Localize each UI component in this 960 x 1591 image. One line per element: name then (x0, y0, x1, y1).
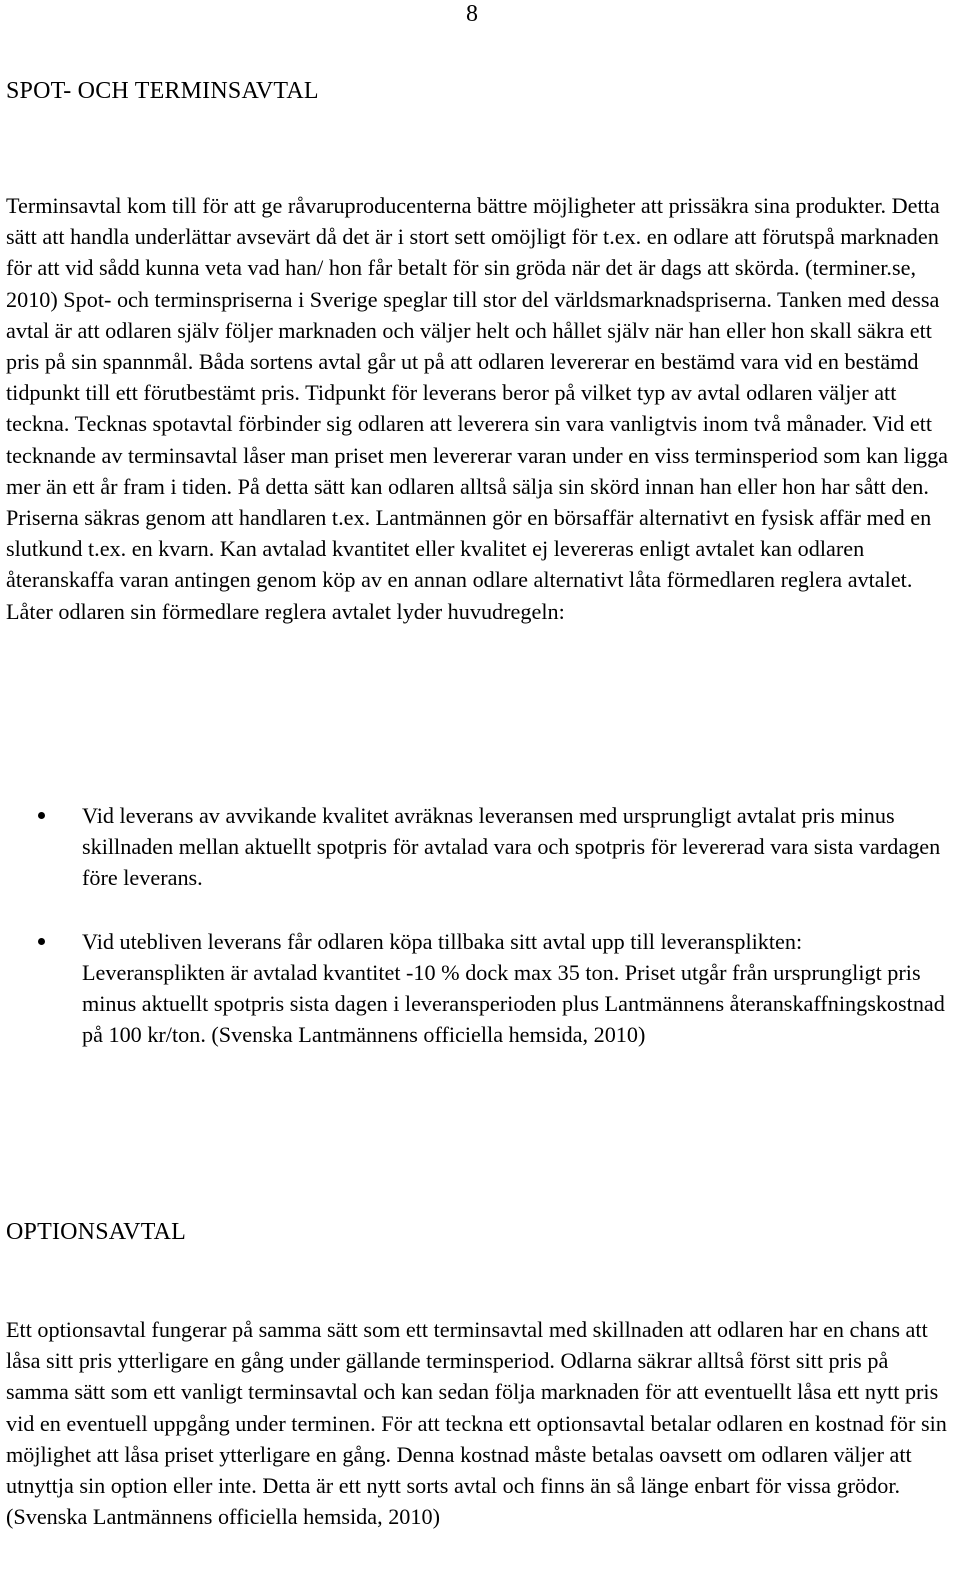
list-item (0, 800, 950, 894)
section-paragraph-spot-terminsavtal: Terminsavtal kom till för att ge råvaruproducenterna bättre möjligheter att prissäkra sina produkter. Detta sätt att handla underlättar avsevärt då det är i stort sett omöjligt för t.ex. en odlare att förutspå marknaden för att vid sådd kunna veta vad han/ hon får betalt för sin gröda när det är dags att skörda. (terminer.se, 2010) Spot- och terminspriserna i Sverige speglar till stor del världsmarknadspriserna. Tanken med dessa avtal är att odlaren själv följer marknaden och väljer helt och hållet själv när han eller hon skall säkra ett pris på sin spannmål. Båda sortens avtal går ut på att odlaren levererar en bestämd vara vid en bestämd tidpunkt till ett förutbestämt pris. Tidpunkt för leverans beror på vilket typ av avtal odlaren väljer att teckna. Tecknas spotavtal förbinder sig odlaren att leverera sin vara vanligtvis inom två månader. Vid ett tecknande av terminsavtal låser man priset men levererar varan under en viss terminsperiod som kan ligga mer än ett år fram i tiden. På detta sätt kan odlaren alltså sälja sin skörd innan han eller hon har sått den. Priserna säkras genom att handlaren t.ex. Lantmännen gör en börsaffär alternativt en fysisk affär med en slutkund t.ex. en kvarn. Kan avtalad kvantitet eller kvalitet ej levereras enligt avtalet kan odlaren återanskaffa varan antingen genom köp av en annan odlare alternativt låta förmedlaren reglera avtalet. Låter odlaren sin förmedlare reglera avtalet lyder huvudregeln: (6, 193, 949, 624)
section-paragraph-optionsavtal: Ett optionsavtal fungerar på samma sätt som ett terminsavtal med skillnaden att odlaren har en chans att låsa sitt pris ytterligare en gång under gällande terminsperiod. Odlarna säkrar alltså först sitt pris på samma sätt som ett vanligt terminsavtal och kan sedan följa marknaden för att eventuellt låsa ett nytt pris vid en eventuell uppgång under terminen. För att teckna ett optionsavtal betalar odlaren en kostnad för sin möjlighet att låsa priset ytterligare en gång. Denna kostnad måste betalas oavsett om odlaren väljer att utnyttja sin option eller inte. Detta är ett nytt sorts avtal och finns än så länge enbart för vissa grödor. (Svenska Lantmännens officiella hemsida, 2010) (6, 1317, 947, 1530)
bullet-icon (38, 938, 45, 945)
section-heading-spot-terminsavtal: SPOT- OCH TERMINSAVTAL (6, 78, 319, 104)
bullet-icon (38, 812, 45, 819)
page-number: 8 (466, 1, 478, 27)
list-item-text: Vid leverans av avvikande kvalitet avräknas leveransen med ursprungligt avtalat pris minus skillnaden mellan aktuellt spotpris för avtalad vara och spotpris för levererad vara sista vardagen före leverans. (82, 803, 941, 891)
list-item (0, 926, 950, 1051)
bullet-list (0, 800, 950, 1050)
list-item-text: Vid utebliven leverans får odlaren köpa tillbaka sitt avtal upp till leveransplikten: Leveransplikten är avtalad kvantitet -10 % dock max 35 ton. Priset utgår från ursprungligt pris minus aktuellt spotpris sista dagen i leveransperioden plus Lantmännens återanskaffningskostnad på 100 kr/ton. (Svenska Lantmännens officiella hemsida, 2010) (82, 928, 945, 1048)
section-heading-optionsavtal: OPTIONSAVTAL (6, 1219, 187, 1245)
